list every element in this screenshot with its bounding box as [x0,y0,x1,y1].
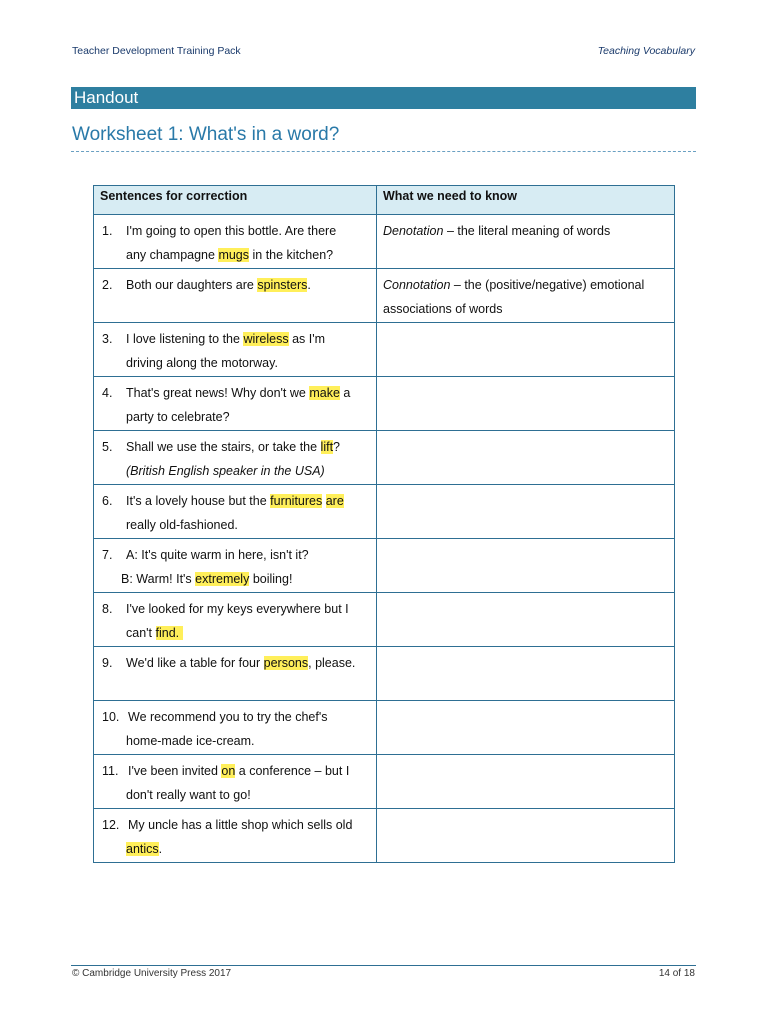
sentence-text: any champagne [126,248,219,262]
table-row [94,485,675,539]
note-cell [377,701,675,755]
note-text: – the (positive/negative) emotional [450,278,645,292]
col2-header: What we need to know [377,186,675,215]
sentence-text: a [339,386,351,400]
row-number: 12. [102,818,120,832]
sentence-cell [94,215,377,269]
highlighted-word: mugs [218,248,250,262]
sentence-cell [94,539,377,593]
highlighted-word: persons [263,656,309,670]
title-divider [71,151,696,152]
sentence-text: party to celebrate? [126,410,230,424]
sentence-text: don't really want to go! [126,788,251,802]
sentence-text: I've been invited [128,764,222,778]
sentence-text: boiling! [249,572,293,586]
note-cell [377,809,675,863]
row-number: 5. [102,440,113,454]
row-number: 3. [102,332,113,346]
note-term: Denotation [383,224,444,238]
row-number: 9. [102,656,113,670]
sentence-text: Both our daughters are [126,278,258,292]
note-cell [377,539,675,593]
sentence-text: It's a lovely house but the [126,494,271,508]
note-cell [377,755,675,809]
sentence-text: can't [126,626,156,640]
sentence-text: I love listening to the [126,332,244,346]
sentence-cell [94,755,377,809]
note-cell [377,215,675,269]
sentence-text: I'm going to open this bottle. Are there [126,224,337,238]
highlighted-word: spinsters [257,278,308,292]
highlighted-word: lift [320,440,334,454]
sentence-text: a conference – but I [235,764,350,778]
header-left: Teacher Development Training Pack [72,45,241,57]
sentence-cell [94,809,377,863]
highlighted-word: wireless [243,332,289,346]
sentence-text: ? [333,440,340,454]
sentence-text: in the kitchen? [249,248,334,262]
highlighted-word: antics [126,842,159,856]
highlighted-word: find. [155,626,183,640]
note-cell [377,593,675,647]
sentence-text: . [307,278,311,292]
sentence-cell [94,377,377,431]
table-row [94,377,675,431]
note-text: – the literal meaning of words [443,224,611,238]
sentence-text: as I'm [288,332,326,346]
table-row [94,269,675,323]
sentence-cell [94,269,377,323]
correction-table [93,185,675,863]
sentence-text: That's great news! Why don't we [126,386,310,400]
note-term: Connotation [383,278,451,292]
sentence-text: A: It's quite warm in here, isn't it? [126,548,309,562]
sentence-cell [94,593,377,647]
section-band: Handout [71,87,696,109]
table-row [94,755,675,809]
note-cell [377,485,675,539]
sentence-cell [94,701,377,755]
sentence-cell [94,323,377,377]
sentence-text: I've looked for my keys everywhere but I [126,602,349,616]
sentence-text: home-made ice-cream. [126,734,255,748]
note-cell [377,323,675,377]
row-number: 7. [102,548,113,562]
context-note: (British English speaker in the USA) [126,464,325,478]
page-number: 14 of 18 [658,968,695,979]
table-row [94,539,675,593]
footer-divider [71,965,696,966]
table-row [94,431,675,485]
sentence-text: We'd like a table for four [126,656,264,670]
header-right: Teaching Vocabulary [597,45,695,57]
table-row [94,809,675,863]
note-cell [377,647,675,701]
table-row [94,647,675,701]
sentence-text: My uncle has a little shop which sells old [128,818,353,832]
sentence-text: We recommend you to try the chef's [128,710,328,724]
row-number: 10. [102,710,120,724]
sentence-cell [94,647,377,701]
row-number: 8. [102,602,113,616]
sentence-text: . [158,842,163,856]
row-number: 6. [102,494,113,508]
footer-copyright: © Cambridge University Press 2017 [72,968,232,979]
worksheet-title: Worksheet 1: What's in a word? [72,124,340,145]
table-row [94,593,675,647]
note-cell [377,377,675,431]
highlighted-word: make [309,386,340,400]
row-number: 4. [102,386,113,400]
sentence-text: Shall we use the stairs, or take the [126,440,321,454]
highlighted-word: on [221,764,236,778]
note-cell [377,269,675,323]
row-number: 2. [102,278,113,292]
table-row [94,701,675,755]
sentence-cell [94,485,377,539]
table-header-row [94,186,675,215]
highlighted-word: extremely [195,572,250,586]
sentence-text: B: Warm! It's [121,572,196,586]
highlighted-word: furnitures [270,494,323,508]
table-row [94,215,675,269]
row-number: 1. [102,224,113,238]
sentence-text: really old-fashioned. [126,518,238,532]
sentence-cell [94,431,377,485]
note-cell [377,431,675,485]
sentence-text: , please. [308,656,356,670]
row-number: 11. [102,764,119,778]
table-row [94,323,675,377]
sentence-text: driving along the motorway. [126,356,278,370]
highlighted-word: are [325,494,344,508]
col1-header: Sentences for correction [94,186,377,215]
note-text: associations of words [383,302,503,316]
